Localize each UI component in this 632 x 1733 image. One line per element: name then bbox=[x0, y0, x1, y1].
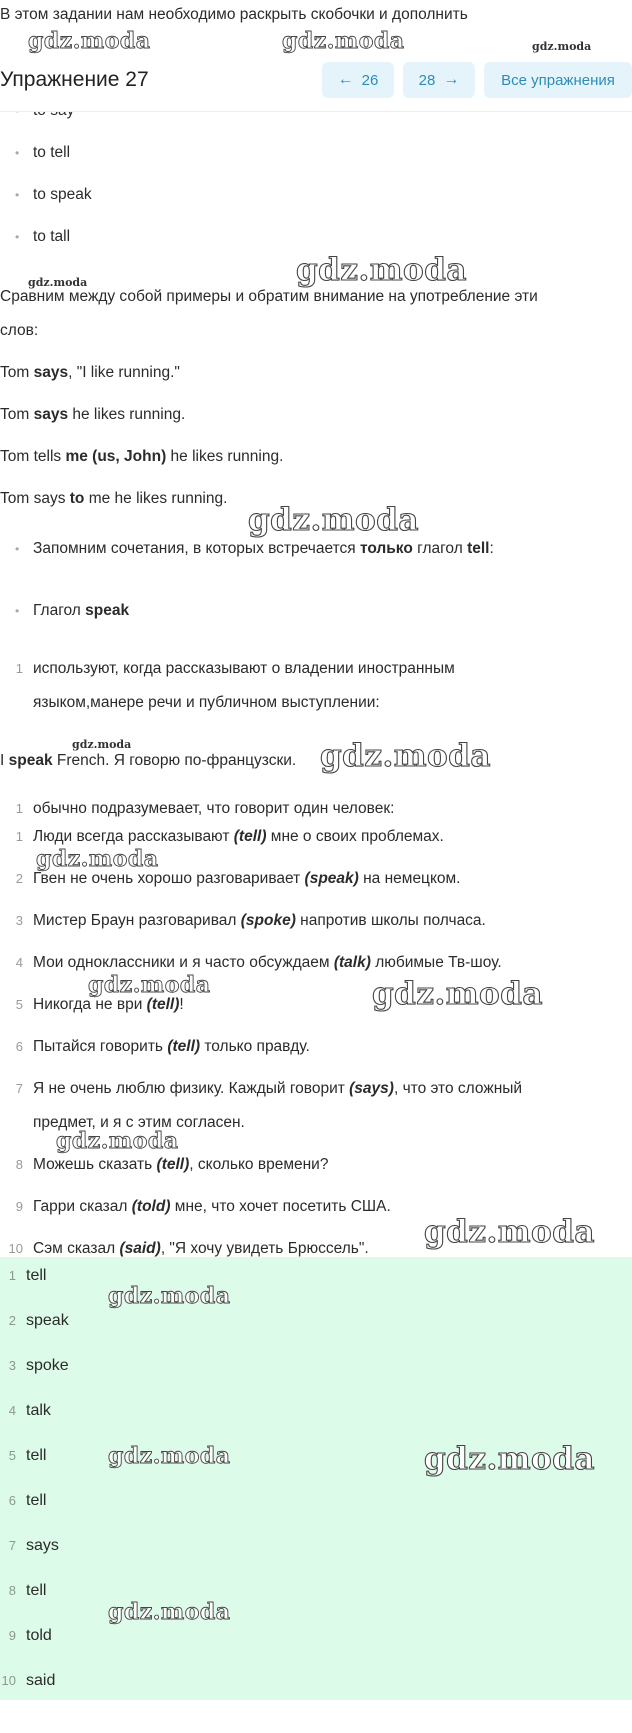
list-item: • to tell bbox=[15, 144, 71, 161]
sentence-item: 6 Пытайся говорить (tell) только правду. bbox=[15, 1038, 310, 1055]
list-item: • to tall bbox=[15, 228, 71, 245]
intro-text: В этом задании нам необходимо раскрыть скобочки и дополнить bbox=[0, 6, 468, 23]
all-exercises-button[interactable]: Все упражнения bbox=[484, 62, 632, 98]
answer-item: 3 spoke bbox=[8, 1357, 69, 1374]
sentence-item: 9 Гарри сказал (told) мне, что хочет посетить США. bbox=[15, 1198, 391, 1215]
list-item: 1 обычно подразумевает, что говорит один человек: bbox=[15, 800, 395, 817]
example-line: Tom tells me (us, John) he likes running. bbox=[0, 448, 284, 465]
compare-text: слов: bbox=[0, 322, 39, 339]
next-exercise-button[interactable]: 28 → bbox=[403, 62, 475, 98]
watermark: gdz.moda bbox=[424, 1214, 595, 1250]
watermark: gdz.moda bbox=[248, 502, 419, 538]
sentence-item: 3 Мистер Браун разговаривал (spoke) напротив школы полчаса. bbox=[15, 912, 486, 929]
watermark: gdz.moda bbox=[108, 1599, 231, 1625]
answer-item: 2 speak bbox=[8, 1312, 69, 1329]
sentence-continuation: предмет, и я с этим согласен. bbox=[33, 1114, 245, 1131]
list-item-continuation: языком,манере речи и публичном выступлении: bbox=[33, 694, 380, 711]
watermark: gdz.moda bbox=[108, 1283, 231, 1309]
answer-item: 4 talk bbox=[8, 1402, 51, 1419]
watermark: gdz.moda bbox=[424, 1441, 595, 1477]
answer-item: 5 tell bbox=[8, 1447, 47, 1464]
answer-item: 7 says bbox=[8, 1537, 59, 1554]
compare-text: Сравним между собой примеры и обратим внимание на употребление эти bbox=[0, 288, 538, 305]
watermark: gdz.moda bbox=[320, 738, 491, 774]
watermark: gdz.moda bbox=[88, 972, 211, 998]
answer-item: 6 tell bbox=[8, 1492, 47, 1509]
watermark: gdz.moda bbox=[56, 1128, 179, 1154]
watermark: gdz.moda bbox=[372, 976, 543, 1012]
sentence-item: 10 Сэм сказал (said), "Я хочу увидеть Брюссель". bbox=[8, 1240, 369, 1257]
answer-item: 10 said bbox=[1, 1672, 56, 1689]
watermark: gdz.moda bbox=[532, 40, 592, 53]
answer-item: 9 told bbox=[8, 1627, 52, 1644]
example-line: Tom says to me he likes running. bbox=[0, 490, 228, 507]
sentence-item: 4 Мои одноклассники и я часто обсуждаем (talk) любимые Тв-шоу. bbox=[15, 954, 502, 971]
answer-item: 8 tell bbox=[8, 1582, 47, 1599]
list-item: 1 используют, когда рассказывают о владении иностранным bbox=[15, 660, 455, 677]
list-item: • to speak bbox=[15, 186, 92, 203]
arrow-right-icon: → bbox=[443, 71, 460, 88]
prev-exercise-button[interactable]: ← 26 bbox=[322, 62, 394, 98]
example-line: Tom says he likes running. bbox=[0, 406, 186, 423]
example-line: I speak French. Я говорю по-французски. bbox=[0, 752, 297, 769]
watermark: gdz.moda bbox=[28, 276, 88, 289]
sentence-item: 5 Никогда не ври (tell)! bbox=[15, 996, 184, 1013]
watermark: gdz.moda bbox=[282, 28, 405, 54]
sentence-item: 8 Можешь сказать (tell), сколько времени? bbox=[15, 1156, 329, 1173]
list-item: • Запомним сочетания, в которых встречается только глагол tell: bbox=[15, 540, 494, 557]
answers-block bbox=[0, 1257, 632, 1700]
watermark: gdz.moda bbox=[296, 252, 467, 288]
list-item: • Глагол speak bbox=[15, 602, 130, 619]
sentence-item: 2 Гвен не очень хорошо разговаривает (speak) на немецком. bbox=[15, 870, 461, 887]
watermark: gdz.moda bbox=[28, 28, 151, 54]
arrow-left-icon: ← bbox=[337, 71, 354, 88]
page-title: Упражнение 27 bbox=[0, 68, 149, 91]
watermark: gdz.moda bbox=[36, 846, 159, 872]
example-line: Tom says, "I like running." bbox=[0, 364, 180, 381]
watermark: gdz.moda bbox=[108, 1443, 231, 1469]
answer-item: 1 tell bbox=[8, 1267, 47, 1284]
watermark: gdz.moda bbox=[72, 738, 132, 751]
sentence-item: 1 Люди всегда рассказывают (tell) мне о своих проблемах. bbox=[15, 828, 444, 845]
sentence-item: 7 Я не очень люблю физику. Каждый говорит (says), что это сложный bbox=[15, 1080, 523, 1097]
exercise-header bbox=[0, 56, 632, 112]
